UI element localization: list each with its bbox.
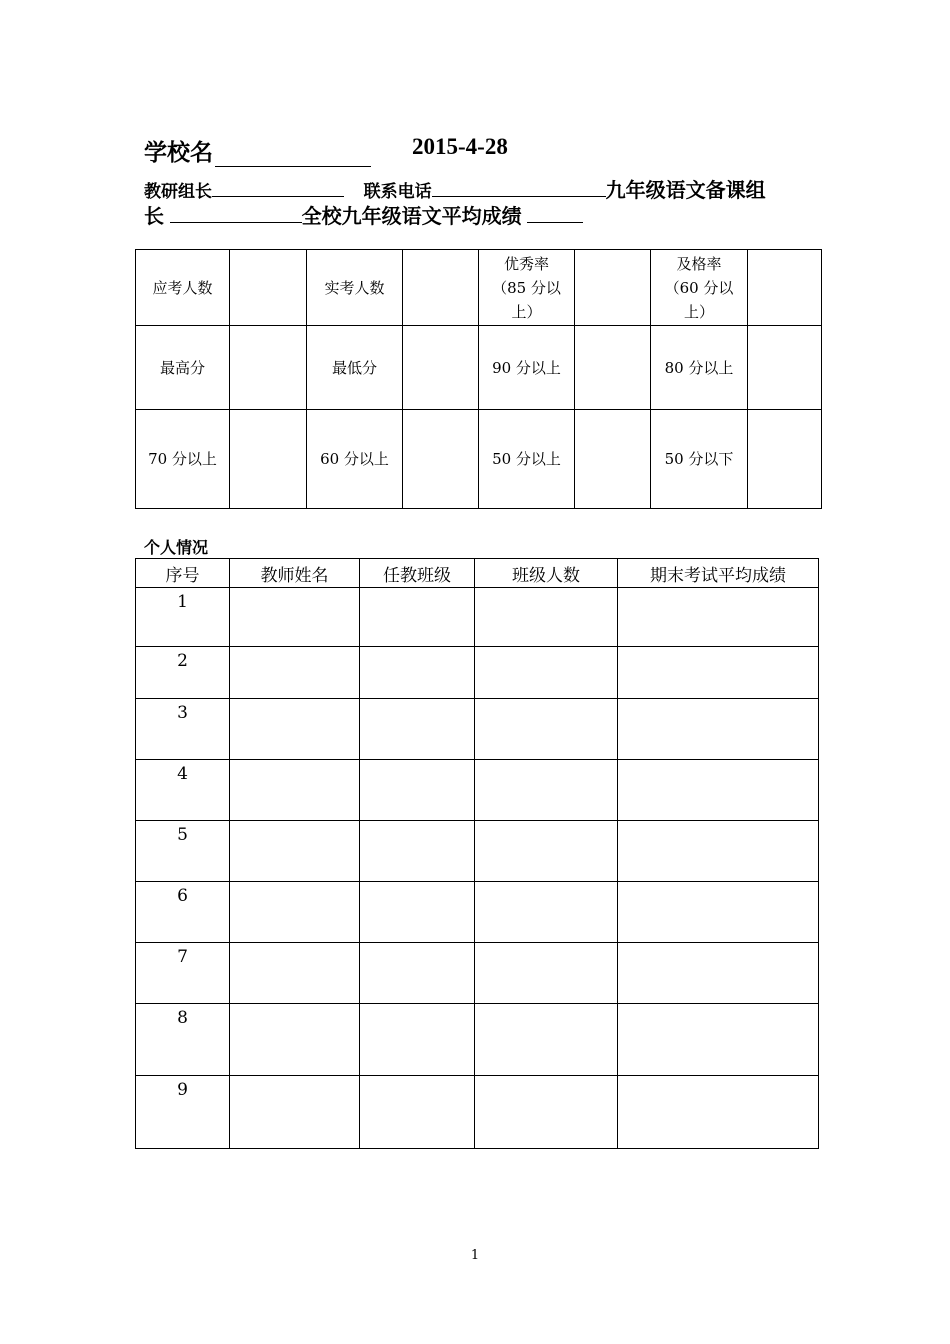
teacher-name-cell — [230, 821, 360, 882]
teacher-name-cell — [230, 1004, 360, 1076]
table-row — [136, 588, 819, 647]
teacher-name-cell — [230, 760, 360, 821]
group-label: 九年级语文备课组 — [605, 178, 766, 202]
date-text: 2015-4-28 — [412, 134, 508, 159]
stats-value-cell — [403, 410, 479, 509]
teacher-name-cell — [230, 588, 360, 647]
table-row — [136, 943, 819, 1004]
class-cell — [360, 943, 475, 1004]
table-row — [136, 760, 819, 821]
stats-value-cell — [748, 410, 822, 509]
stats-cell: 实考人数 — [307, 250, 403, 326]
class-size-cell — [475, 1076, 618, 1149]
class-cell — [360, 588, 475, 647]
teacher-name-cell — [230, 699, 360, 760]
row-number: 5 — [136, 821, 230, 882]
class-cell — [360, 1076, 475, 1149]
column-header: 期末考试平均成绩 — [618, 559, 819, 588]
stats-cell: 应考人数 — [136, 250, 230, 326]
stats-value-cell — [575, 250, 651, 326]
row-number: 2 — [136, 647, 230, 699]
stats-cell: 优秀率 （85 分以 上） — [479, 250, 575, 326]
class-cell — [360, 882, 475, 943]
stats-cell: 80 分以上 — [651, 326, 748, 410]
average-score-cell — [618, 588, 819, 647]
stats-value-cell — [748, 250, 822, 326]
class-size-cell — [475, 588, 618, 647]
row-number: 8 — [136, 1004, 230, 1076]
stats-row — [136, 410, 822, 509]
class-cell — [360, 760, 475, 821]
teacher-name-cell — [230, 647, 360, 699]
class-cell — [360, 699, 475, 760]
stats-cell: 50 分以下 — [651, 410, 748, 509]
column-header: 班级人数 — [475, 559, 618, 588]
average-score-cell — [618, 821, 819, 882]
class-size-cell — [475, 943, 618, 1004]
stats-cell: 最高分 — [136, 326, 230, 410]
stats-cell: 及格率 （60 分以 上） — [651, 250, 748, 326]
info-line-2 — [144, 200, 583, 229]
average-score-cell — [618, 647, 819, 699]
average-score-cell — [618, 943, 819, 1004]
average-score-cell — [618, 882, 819, 943]
row-number: 7 — [136, 943, 230, 1004]
info-line-1 — [144, 174, 766, 203]
phone-blank — [432, 178, 606, 197]
column-header: 教师姓名 — [230, 559, 360, 588]
stats-cell: 50 分以上 — [479, 410, 575, 509]
average-score-cell — [618, 1004, 819, 1076]
table-row — [136, 821, 819, 882]
average-score-cell — [618, 1076, 819, 1149]
table-row — [136, 1004, 819, 1076]
section-title: 个人情况 — [144, 538, 209, 557]
stats-value-cell — [230, 250, 307, 326]
row-number: 4 — [136, 760, 230, 821]
leader-label: 教研组长 — [144, 182, 212, 202]
stats-value-cell — [230, 410, 307, 509]
class-size-cell — [475, 821, 618, 882]
avg-label: 全校九年级语文平均成绩 — [301, 204, 522, 228]
row-number: 3 — [136, 699, 230, 760]
group-label-end: 长 — [144, 204, 164, 228]
stats-cell: 70 分以上 — [136, 410, 230, 509]
school-name-blank — [215, 142, 371, 167]
title-line — [144, 134, 508, 167]
class-cell — [360, 1004, 475, 1076]
stats-value-cell — [403, 250, 479, 326]
stats-row — [136, 326, 822, 410]
leader-blank — [212, 178, 344, 197]
average-score-cell — [618, 699, 819, 760]
teacher-name-cell — [230, 943, 360, 1004]
class-size-cell — [475, 699, 618, 760]
stats-row — [136, 250, 822, 326]
average-score-cell — [618, 760, 819, 821]
school-name-label: 学校名 — [144, 140, 213, 166]
table-row — [136, 699, 819, 760]
stats-cell: 90 分以上 — [479, 326, 575, 410]
stats-value-cell — [575, 326, 651, 410]
teacher-name-cell — [230, 1076, 360, 1149]
row-number: 6 — [136, 882, 230, 943]
class-size-cell — [475, 760, 618, 821]
page-number: 1 — [470, 1248, 480, 1263]
stats-table — [135, 249, 822, 509]
personal-header-row — [136, 559, 819, 588]
table-row — [136, 1076, 819, 1149]
stats-cell: 60 分以上 — [307, 410, 403, 509]
stats-value-cell — [575, 410, 651, 509]
stats-value-cell — [748, 326, 822, 410]
avg-blank — [527, 204, 583, 223]
stats-cell: 最低分 — [307, 326, 403, 410]
group-leader-blank — [170, 204, 302, 223]
column-header: 序号 — [136, 559, 230, 588]
class-cell — [360, 647, 475, 699]
stats-value-cell — [230, 326, 307, 410]
class-size-cell — [475, 882, 618, 943]
phone-label: 联系电话 — [363, 182, 432, 202]
class-size-cell — [475, 647, 618, 699]
column-header: 任教班级 — [360, 559, 475, 588]
row-number: 9 — [136, 1076, 230, 1149]
teacher-name-cell — [230, 882, 360, 943]
stats-value-cell — [403, 326, 479, 410]
personal-table — [135, 558, 819, 1149]
table-row — [136, 882, 819, 943]
class-size-cell — [475, 1004, 618, 1076]
table-row — [136, 647, 819, 699]
class-cell — [360, 821, 475, 882]
row-number: 1 — [136, 588, 230, 647]
